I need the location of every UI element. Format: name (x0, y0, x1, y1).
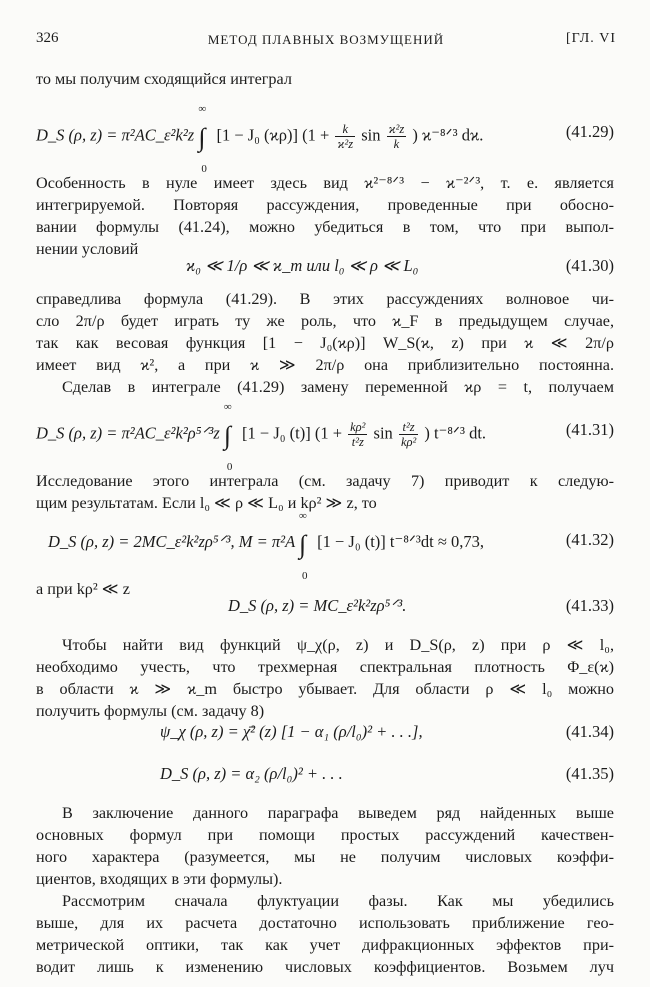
equation-number: (41.29) (565, 122, 614, 141)
text-line: то мы получим сходящийся интеграл (36, 70, 292, 88)
equation-41-32: D_S (ρ, z) = 2MC_ε²k²zρ⁵ᐟ³, M = π²A ∫ ∞ 0 [1 − J₀ (t)] t⁻⁸ᐟ³dt ≈ 0,73, (41.32) (48, 510, 614, 582)
equation-41-35: D_S (ρ, z) = α₂ (ρ/l₀)² + . . . (41.35) (160, 764, 614, 783)
text-line: ного характера (разумеется, мы не получим числовых коэффи- (36, 848, 614, 866)
text-line: имеет вид ϰ², а при ϰ ≫ 2π/ρ она приблизительно постоянна. (36, 356, 614, 374)
text-line: щим результатам. Если l₀ ≪ ρ ≪ L₀ и kρ² ≫ z, то (36, 494, 377, 512)
equation-number: (41.30) (565, 256, 614, 275)
text-line: В заключение данного параграфа выведем ряд найденных выше (62, 804, 614, 822)
equation-41-31: D_S (ρ, z) = π²AC_ε²k²ρ⁵ᐟ³z ∫ ∞ 0 [1 − J₀ (t)] (1 + $\frac{\text{kρ²}}{\text{t²z}}$ sin $\frac{\text{t²z}}{\text{kρ²}}$ ) t⁻⁸ᐟ³ dt. (41.31) (36, 401, 614, 474)
chapter-label: [ГЛ. VI (566, 31, 616, 46)
page-number: 326 (36, 30, 59, 46)
equation-number: (41.33) (565, 596, 614, 615)
fraction: $\frac{\text{kρ²}}{\text{t²z}}$ (350, 420, 366, 449)
eq-lhs: D_S (ρ, z) = π²AC_ε²k²z (36, 125, 195, 145)
fraction: $\frac{k}{\text{ϰ²z}}$ (337, 122, 354, 151)
fraction: $\frac{\text{ϰ²z}}{k}$ (388, 122, 405, 151)
text-line: а при kρ² ≪ z (36, 580, 130, 598)
text-line: Исследование этого интеграла (см. задачу 7) приводит к следую- (36, 472, 614, 490)
equation-number: (41.32) (565, 530, 614, 549)
text-line: Особенность в нуле имеет здесь вид ϰ²⁻⁸ᐟ³ − ϰ⁻²ᐟ³, т. е. является (36, 174, 614, 192)
integral-sign: ∫ ∞ 0 (298, 510, 308, 582)
equation-41-34: ψ_χ (ρ, z) = χ̄² (z) [1 − α₁ (ρ/l₀)² + . . .], (41.34) (160, 722, 614, 741)
text-line: нении условий (36, 240, 139, 258)
text-line: сло 2π/ρ будет играть ту же роль, что ϰ_F в предыдущем случае, (36, 312, 614, 330)
text-line: в области ϰ ≫ ϰ_m быстро убывает. Для области ρ ≪ l₀ можно (36, 680, 614, 698)
text-line: основных формул при помощи простых рассуждений качествен- (36, 826, 614, 844)
integral-sign: ∫ ∞ 0 (223, 401, 233, 474)
fraction: $\frac{\text{t²z}}{\text{kρ²}}$ (400, 420, 417, 449)
text-line: Рассмотрим сначала флуктуации фазы. Как мы убедились (62, 892, 614, 910)
text-line: справедлива формула (41.29). В этих рассуждениях волновое чи- (36, 290, 614, 308)
text-line: метрической оптики, так как учет дифракционных эффектов при- (36, 936, 614, 954)
text-line: необходимо учесть, что трехмерная спектральная плотность Φ_ε(ϰ) (36, 658, 614, 676)
text-line: выше, для их расчета достаточно использовать приближение гео- (36, 914, 614, 932)
text-line: вании формулы (41.24), можно убедиться в том, что при выпол- (36, 218, 614, 236)
text-line: получить формулы (см. задачу 8) (36, 702, 265, 720)
integral-sign: ∫ ∞ 0 (198, 103, 207, 176)
text-line: так как весовая функция [1 − J₀(ϰρ)] W_S(ϰ, z) при ϰ ≪ 2π/ρ (36, 334, 614, 352)
text-line: циентов, входящих в эти формулы). (36, 870, 283, 888)
running-header (36, 30, 616, 52)
equation-41-33: D_S (ρ, z) = MC_ε²k²zρ⁵ᐟ³. (41.33) (228, 596, 614, 615)
equation-41-30: ϰ₀ ≪ 1/ρ ≪ ϰ_m или l₀ ≪ ρ ≪ L₀ (41.30) (186, 256, 614, 275)
equation-41-29: D_S (ρ, z) = π²AC_ε²k²z ∫ ∞ 0 [1 − J₀ (ϰρ)] (1 + $\frac{k}{\text{ϰ²z}}$ sin $\frac{\text{ϰ²z}}{k}$ ) ϰ⁻⁸ᐟ³ dϰ. (41.29) (36, 103, 614, 176)
text-line: Чтобы найти вид функций ψ_χ(ρ, z) и D_S(ρ, z) при ρ ≪ l₀, (62, 636, 614, 654)
text-line: интегрируемой. Повторяя рассуждения, проведенные при обосно- (36, 196, 614, 214)
text-line: водит лишь к изменению числовых коэффициентов. Возьмем луч (36, 958, 614, 976)
equation-number: (41.35) (565, 764, 614, 783)
equation-number: (41.31) (565, 420, 614, 439)
equation-number: (41.34) (565, 722, 614, 741)
running-title: МЕТОД ПЛАВНЫХ ВОЗМУЩЕНИЙ (207, 32, 445, 47)
text-line: Сделав в интеграле (41.29) замену переменной ϰρ = t, получаем (62, 378, 614, 396)
